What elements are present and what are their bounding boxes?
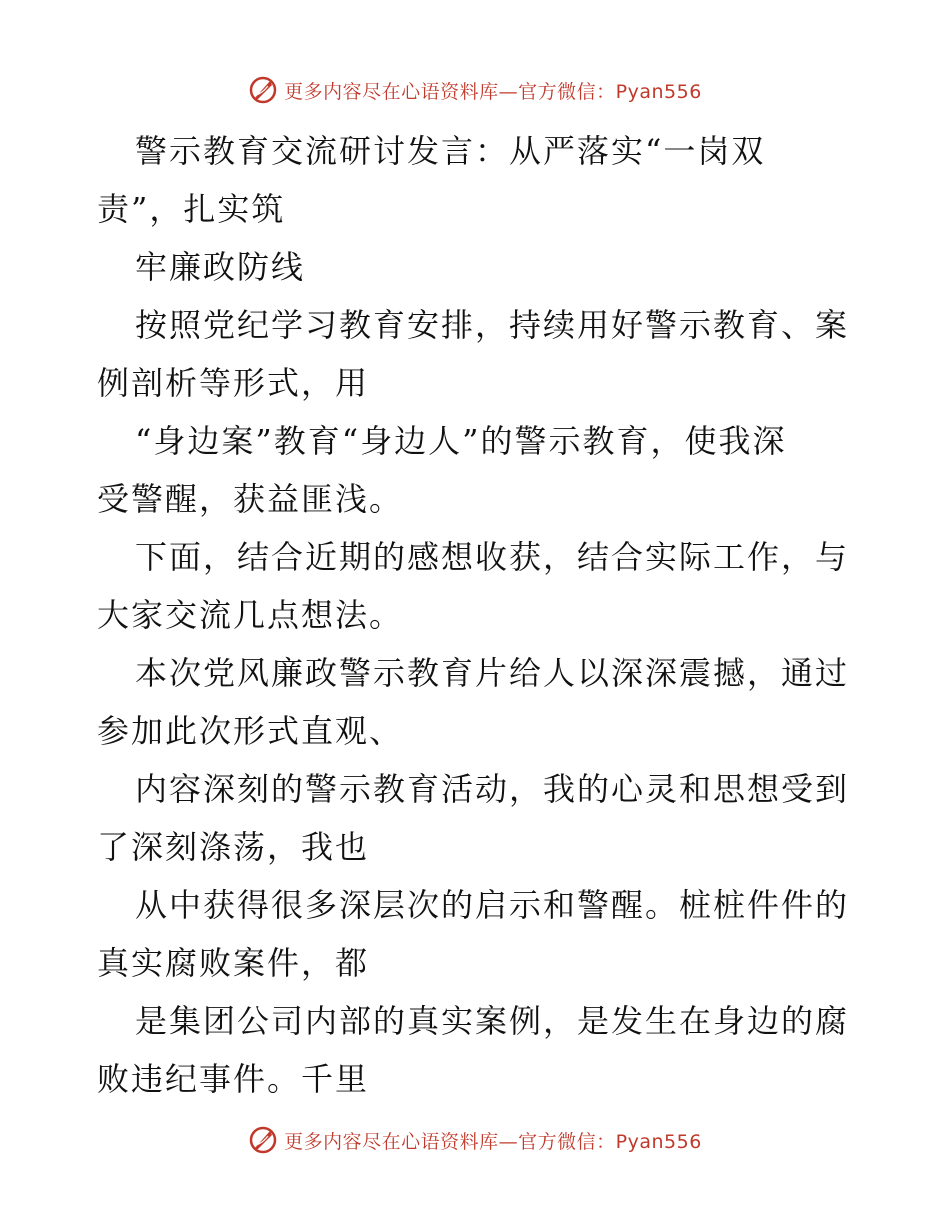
- banner-text: [284, 1127, 702, 1154]
- banner-promo-text: 更多内容尽在心语资料库—官方微信：: [284, 80, 616, 103]
- paragraph-line: 是集团公司内部的真实案例，是发生在身边的腐: [135, 1002, 850, 1040]
- header-banner: [0, 72, 950, 108]
- banner-text: [284, 77, 702, 104]
- banner-content: [248, 75, 702, 105]
- title-line-1: 警示教育交流研讨发言：从严落实“一岗双: [135, 132, 766, 170]
- document-body: [97, 122, 857, 1108]
- footer-banner: [0, 1122, 950, 1158]
- paragraph-line: “身边案”教育“身边人”的警示教育，使我深: [135, 422, 787, 460]
- paragraph-line: 本次党风廉政警示教育片给人以深深震撼，通过: [135, 654, 850, 692]
- title-line-2: 责”，扎实筑: [97, 190, 286, 228]
- paragraph-line: 例剖析等形式，用: [97, 364, 370, 402]
- title-line-3: 牢廉政防线: [135, 248, 306, 286]
- wechat-id: Pyan556: [615, 1130, 702, 1153]
- paragraph-line: 下面，结合近期的感想收获，结合实际工作，与: [135, 538, 850, 576]
- paragraph-line: 参加此次形式直观、: [97, 712, 404, 750]
- paragraph-line: 败违纪事件。千里: [97, 1060, 370, 1098]
- wechat-id: Pyan556: [615, 80, 702, 103]
- paragraph-line: 从中获得很多深层次的启示和警醒。桩桩件件的: [135, 886, 850, 924]
- banner-content: [248, 1125, 702, 1155]
- paragraph-line: 受警醒，获益匪浅。: [97, 480, 404, 518]
- paragraph-line: 按照党纪学习教育安排，持续用好警示教育、案: [135, 306, 850, 344]
- banner-promo-text: 更多内容尽在心语资料库—官方微信：: [284, 1130, 616, 1153]
- quill-pen-logo-icon: [248, 75, 278, 105]
- paragraph-line: 大家交流几点想法。: [97, 596, 404, 634]
- paragraph-line: 内容深刻的警示教育活动，我的心灵和思想受到: [135, 770, 850, 808]
- paragraph-line: 了深刻涤荡，我也: [97, 828, 370, 866]
- quill-pen-logo-icon: [248, 1125, 278, 1155]
- paragraph-line: 真实腐败案件，都: [97, 944, 370, 982]
